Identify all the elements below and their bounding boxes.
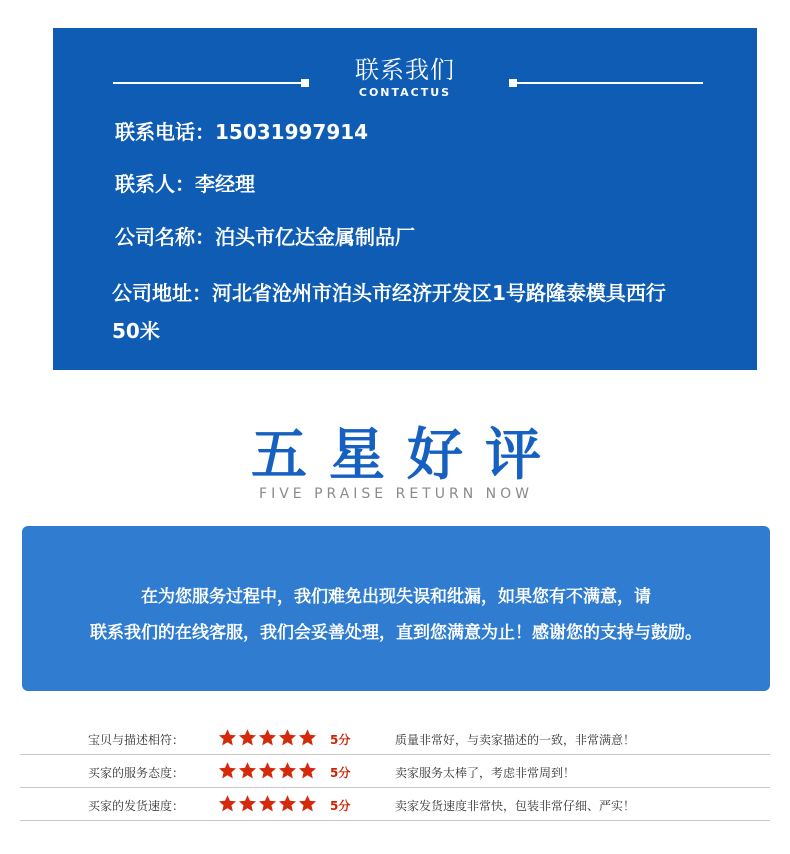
rating-label: 宝贝与描述相符： xyxy=(88,733,185,747)
star-icon xyxy=(238,728,257,747)
star-icon xyxy=(298,794,317,813)
star-icon xyxy=(278,794,297,813)
rating-label: 买家的发货速度： xyxy=(88,799,185,813)
star-icon xyxy=(238,794,257,813)
star-icon xyxy=(298,728,317,747)
rating-comment: 质量非常好，与卖家描述的一致，非常满意！ xyxy=(395,733,636,747)
rating-score: 5分 xyxy=(330,766,351,780)
five-star-banner xyxy=(22,383,770,518)
message-line-2: 联系我们的在线客服，我们会妥善处理，直到您满意为止！感谢您的支持与鼓励。 xyxy=(90,623,702,643)
star-icon xyxy=(218,794,237,813)
star-icon xyxy=(218,728,237,747)
rating-stars xyxy=(218,794,318,817)
star-icon xyxy=(258,761,277,780)
rating-row xyxy=(20,755,770,788)
rating-table xyxy=(20,722,770,821)
rating-score: 5分 xyxy=(330,799,351,813)
star-icon xyxy=(218,761,237,780)
contact-person: 联系人：李经理 xyxy=(115,172,255,196)
rating-comment: 卖家发货速度非常快，包装非常仔细、严实！ xyxy=(395,799,636,813)
contact-company: 公司名称：泊头市亿达金属制品厂 xyxy=(115,225,415,249)
star-icon xyxy=(238,761,257,780)
contact-phone: 联系电话：15031997914 xyxy=(115,120,369,144)
star-icon xyxy=(278,728,297,747)
message-line-1: 在为您服务过程中，我们难免出现失误和纰漏，如果您有不满意，请 xyxy=(141,587,651,607)
star-icon xyxy=(278,761,297,780)
rating-comment: 卖家服务太棒了，考虑非常周到！ xyxy=(395,766,576,780)
rating-row xyxy=(20,722,770,755)
contact-header xyxy=(53,48,757,108)
rating-stars xyxy=(218,728,318,751)
contact-title: 联系我们 xyxy=(355,56,455,84)
contact-panel xyxy=(53,28,757,370)
star-icon xyxy=(298,761,317,780)
row-divider xyxy=(20,820,770,821)
star-icon xyxy=(258,794,277,813)
header-divider-right xyxy=(515,82,703,84)
rating-row xyxy=(20,788,770,821)
service-message-box xyxy=(22,526,770,691)
banner-title: 五星好评 xyxy=(251,423,563,488)
star-icon xyxy=(258,728,277,747)
contact-subtitle: CONTACTUS xyxy=(358,86,452,99)
rating-stars xyxy=(218,761,318,784)
rating-label: 买家的服务态度： xyxy=(88,766,185,780)
banner-subtitle: FIVE PRAISE RETURN NOW xyxy=(259,486,533,502)
rating-score: 5分 xyxy=(330,733,351,747)
contact-address: 公司地址：河北省沧州市泊头市经济开发区1号路隆泰模具西行50米 xyxy=(112,281,666,343)
